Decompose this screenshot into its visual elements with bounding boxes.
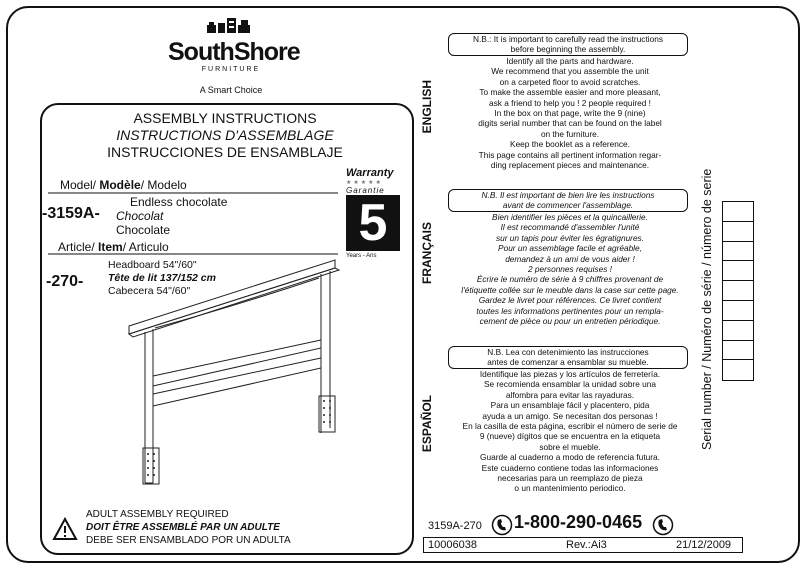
phone-icon <box>491 514 513 536</box>
warranty-stars: ★★★★★ <box>346 180 383 186</box>
brand-sub: FURNITURE <box>201 66 261 73</box>
english-line: This page contains all pertinent information regar- <box>478 149 662 160</box>
furniture-icons <box>206 16 252 34</box>
phone-icon <box>652 514 674 536</box>
spanish-line: sobre el mueble. <box>539 441 601 452</box>
article-number: -270- <box>46 273 84 290</box>
title-es: INSTRUCCIONES DE ENSAMBLAJE <box>107 144 343 160</box>
french-line: Pour un assemblage facile et agréable, <box>498 243 642 254</box>
spanish-line: necesarias para un reemplazo de pieza <box>497 473 643 484</box>
footer-info <box>423 537 743 553</box>
warning-icon <box>52 517 78 541</box>
french-line: Gardez le livret pour références. Ce livret contient <box>478 295 662 306</box>
lang-tag-spanish: ESPAÑOL <box>420 395 434 453</box>
warranty-fr: Garantie <box>346 186 385 195</box>
french-line: Écrire le numéro de série à 9 chiffres provenant de <box>476 274 664 285</box>
product-code: 3159A-270 <box>428 520 482 532</box>
serial-digit-box[interactable] <box>723 321 753 341</box>
french-note-box <box>448 189 688 212</box>
serial-number-field[interactable] <box>722 201 754 381</box>
english-line: on the furniture. <box>540 128 600 139</box>
french-line: Il est recommandé d'assembler l'unité <box>500 222 640 233</box>
doc-number: 10006038 <box>428 539 477 551</box>
warranty-years: Years - Ans <box>346 253 377 259</box>
model-label-fr: Modèle <box>99 178 141 192</box>
desc-es: Cabecera 54"/60" <box>108 285 191 297</box>
warranty-title: Warranty <box>346 167 394 179</box>
english-note-line: N.B.: It is important to carefully read the instructions <box>473 34 663 44</box>
spanish-line: alfombra para evitar las rayaduras. <box>505 389 635 400</box>
french-line: 2 personnes requises ! <box>528 264 612 275</box>
article-label-en: Article/ <box>58 240 99 254</box>
warranty-badge <box>346 167 406 259</box>
french-line: toutes les informations pertinentes pour un rempla- <box>476 305 664 316</box>
french-line: l'étiquette collée sur le meuble dans la case sur cette page. <box>461 284 679 295</box>
spanish-line: o un mantenimiento periodico. <box>514 483 626 494</box>
adult-fr: DOIT ÊTRE ASSEMBLÉ PAR UN ADULTE <box>86 522 280 533</box>
english-line: To make the assemble easier and more pleasant, <box>479 87 661 98</box>
revision: Rev.:Ai3 <box>566 539 607 551</box>
spanish-line: Se recomienda ensamblar la unidad sobre una <box>483 379 657 390</box>
brand-tagline: A Smart Choice <box>199 85 263 95</box>
serial-digit-box[interactable] <box>723 301 753 321</box>
english-line: In the box on that page, write the 9 (nine) <box>494 108 646 119</box>
serial-number-label: Serial number / Numéro de série / número de serie <box>700 168 714 450</box>
english-line: We recommend that you assemble the unit <box>491 66 649 77</box>
adult-es: DEBE SER ENSAMBLADO POR UN ADULTA <box>86 535 291 546</box>
spanish-line: ayuda a un amigo. Se necesitan dos personas ! <box>482 410 658 421</box>
lang-tag-french: FRANÇAIS <box>420 222 434 284</box>
english-line: digits serial number that can be found on the label <box>478 118 662 129</box>
spanish-line: Identifique las piezas y los artículos de ferretería. <box>479 369 661 379</box>
desc-fr: Tête de lit 137/152 cm <box>108 272 216 284</box>
adult-en: ADULT ASSEMBLY REQUIRED <box>86 509 229 520</box>
serial-digit-box[interactable] <box>723 281 753 301</box>
english-line: Keep the booklet as a reference. <box>510 139 630 150</box>
brand-logo: SouthShore <box>168 38 300 66</box>
model-label-en: Model/ <box>60 178 100 192</box>
serial-digit-box[interactable] <box>723 242 753 262</box>
headboard-illustration <box>125 258 345 498</box>
color-fr: Chocolat <box>116 209 164 223</box>
spanish-line: Guarde al cuaderno a modo de referencia futura. <box>480 452 660 463</box>
spanish-line: En la casilla de esta página, escribir el número de serie de <box>462 421 678 432</box>
article-label-fr: Item <box>98 240 123 254</box>
english-text <box>444 56 696 170</box>
spanish-note-box <box>448 346 688 369</box>
color-list <box>116 195 227 237</box>
english-line: on a carpeted floor to avoid scratches. <box>499 76 641 87</box>
lang-tag-english: ENGLISH <box>420 80 434 134</box>
serial-digit-box[interactable] <box>723 261 753 281</box>
english-note-line: before beginning the assembly. <box>510 43 626 54</box>
serial-digit-box[interactable] <box>723 341 753 361</box>
color-es: Chocolate <box>116 223 171 237</box>
phone-number[interactable]: 1-800-290-0465 <box>514 512 643 532</box>
doc-date: 21/12/2009 <box>676 539 732 551</box>
french-line: Bien identifier les pièces et la quincaillerie. <box>492 212 648 222</box>
serial-digit-box[interactable] <box>723 222 753 242</box>
english-note-box <box>448 33 688 56</box>
article-label <box>58 240 169 254</box>
model-number: -3159A- <box>42 205 100 222</box>
french-note-line: N.B. Il est important de bien lire les instructions <box>481 190 655 200</box>
model-label <box>60 178 187 192</box>
spanish-note-line: N.B. Lea con detenimiento las instrucciones <box>487 347 649 357</box>
model-underline <box>48 192 338 194</box>
french-line: demandez à un ami de vous aider ! <box>505 253 635 264</box>
title-en: ASSEMBLY INSTRUCTIONS <box>133 110 317 126</box>
serial-digit-box[interactable] <box>723 202 753 222</box>
title-fr: INSTRUCTIONS D'ASSEMBLAGE <box>116 127 334 143</box>
adult-assembly-notice <box>86 508 291 547</box>
french-note-line: avant de commencer l'assemblage. <box>502 199 634 210</box>
spanish-line: Para un ensamblaje fácil y placentero, pida <box>490 400 650 411</box>
french-line: cement de pièce ou pour un entretien périodique. <box>479 316 661 327</box>
color-en: Endless chocolate <box>130 195 228 209</box>
desc-en: Headboard 54"/60" <box>108 259 197 271</box>
spanish-text <box>444 369 696 494</box>
article-label-es: / Articulo <box>122 240 169 254</box>
assembly-titles <box>60 110 390 161</box>
english-line: Identify all the parts and hardware. <box>506 56 634 66</box>
serial-digit-box[interactable] <box>723 360 753 380</box>
spanish-note-line: antes de comenzar a ensamblar su mueble. <box>487 356 649 367</box>
model-label-es: / Modelo <box>140 178 187 192</box>
warranty-years-number: 5 <box>346 195 400 251</box>
english-line: ask a friend to help you ! 2 people required ! <box>489 97 651 108</box>
article-underline <box>48 253 338 255</box>
french-text <box>444 212 696 326</box>
french-line: sur un tapis pour éviter les égratignures. <box>495 232 645 243</box>
english-line: ding replacement pieces and maintenance. <box>490 160 650 171</box>
spanish-line: 9 (nueve) dígitos que se encuentra en la etiqueta <box>479 431 661 442</box>
spanish-line: Este cuaderno contiene todas las informaciones <box>481 462 659 473</box>
